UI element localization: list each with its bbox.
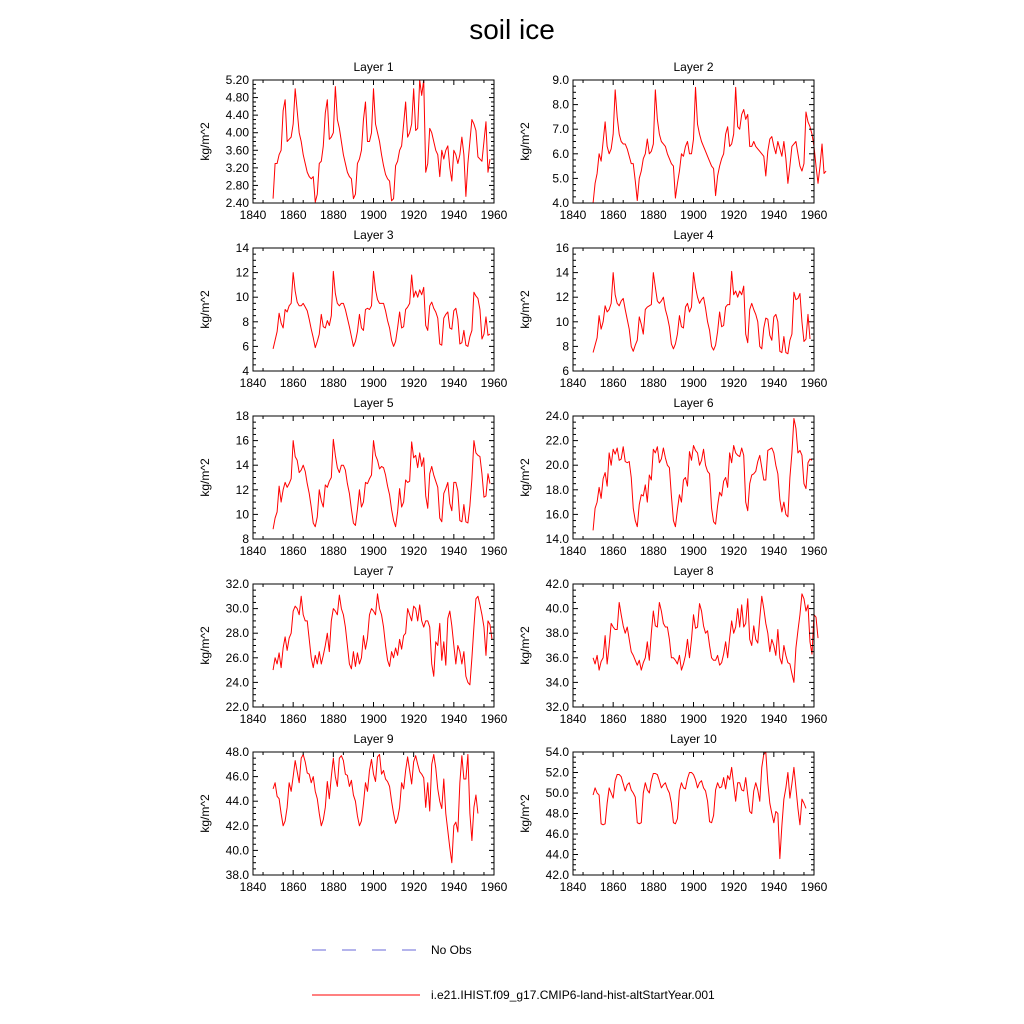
y-tick-label: 12 bbox=[235, 482, 249, 497]
y-tick-label: 4.00 bbox=[225, 125, 249, 140]
x-tick-label: 1940 bbox=[440, 208, 468, 222]
y-tick-label: 10 bbox=[555, 314, 569, 329]
y-tick-label: 46.0 bbox=[225, 769, 249, 784]
x-tick-label: 1880 bbox=[639, 376, 667, 390]
x-tick-label: 1940 bbox=[440, 712, 468, 726]
x-tick-label: 1920 bbox=[400, 712, 428, 726]
y-tick-label: 40.0 bbox=[225, 843, 249, 858]
panel-layer-9 bbox=[198, 732, 508, 894]
panel-layer-5 bbox=[198, 396, 508, 558]
y-tick-label: 24.0 bbox=[545, 409, 569, 423]
x-tick-label: 1940 bbox=[440, 376, 468, 390]
y-tick-label: 34.0 bbox=[545, 675, 569, 690]
y-tick-label: 48.0 bbox=[225, 745, 249, 759]
x-tick-label: 1920 bbox=[720, 544, 748, 558]
y-axis-label: kg/m^2 bbox=[518, 626, 532, 665]
y-tick-label: 32.0 bbox=[545, 700, 569, 714]
y-axis-label: kg/m^2 bbox=[518, 290, 532, 329]
x-tick-label: 1920 bbox=[400, 880, 428, 894]
x-tick-label: 1940 bbox=[440, 544, 468, 558]
x-tick-label: 1860 bbox=[279, 376, 307, 390]
plot-frame bbox=[253, 416, 494, 539]
y-tick-label: 22.0 bbox=[225, 700, 249, 714]
series-line-layer-3-0 bbox=[273, 271, 490, 348]
x-tick-label: 1860 bbox=[279, 544, 307, 558]
y-tick-label: 8 bbox=[242, 532, 249, 546]
y-tick-label: 20.0 bbox=[545, 458, 569, 473]
y-tick-label: 16 bbox=[555, 241, 569, 255]
panel-title: Layer 10 bbox=[670, 732, 717, 746]
figure-title: soil ice bbox=[469, 14, 555, 45]
series-line-layer-5-0 bbox=[273, 439, 490, 529]
x-tick-label: 1900 bbox=[360, 376, 387, 390]
series-line-layer-8-0 bbox=[593, 594, 818, 683]
y-tick-label: 5.0 bbox=[552, 171, 569, 186]
y-tick-label: 6 bbox=[242, 339, 249, 354]
x-tick-label: 1900 bbox=[360, 544, 387, 558]
y-tick-label: 16 bbox=[235, 433, 249, 448]
x-tick-label: 1860 bbox=[599, 880, 627, 894]
x-tick-label: 1840 bbox=[239, 376, 267, 390]
series-line-layer-7-0 bbox=[273, 594, 492, 685]
y-tick-label: 6.0 bbox=[552, 146, 569, 161]
x-tick-label: 1880 bbox=[639, 712, 667, 726]
y-tick-label: 48.0 bbox=[545, 806, 569, 821]
x-tick-label: 1920 bbox=[720, 376, 748, 390]
x-tick-label: 1960 bbox=[800, 208, 828, 222]
y-tick-label: 8 bbox=[242, 314, 249, 329]
y-axis-label: kg/m^2 bbox=[518, 122, 532, 161]
panel-title: Layer 6 bbox=[673, 396, 714, 410]
y-tick-label: 44.0 bbox=[225, 794, 249, 809]
y-axis-label: kg/m^2 bbox=[198, 794, 212, 833]
y-tick-label: 38.0 bbox=[545, 626, 569, 641]
x-tick-label: 1940 bbox=[760, 208, 788, 222]
x-tick-label: 1960 bbox=[480, 880, 508, 894]
x-tick-label: 1960 bbox=[480, 712, 508, 726]
y-axis-label: kg/m^2 bbox=[518, 794, 532, 833]
y-tick-label: 12 bbox=[235, 265, 249, 280]
series-line-layer-4-0 bbox=[593, 271, 810, 353]
y-tick-label: 24.0 bbox=[225, 675, 249, 690]
x-tick-label: 1900 bbox=[360, 208, 387, 222]
panel-title: Layer 5 bbox=[353, 396, 394, 410]
x-tick-label: 1920 bbox=[720, 880, 748, 894]
panel-title: Layer 2 bbox=[673, 60, 714, 74]
y-tick-label: 7.0 bbox=[552, 122, 569, 137]
panel-title: Layer 9 bbox=[353, 732, 394, 746]
x-tick-label: 1860 bbox=[599, 544, 627, 558]
y-axis-label: kg/m^2 bbox=[198, 458, 212, 497]
y-tick-label: 38.0 bbox=[225, 868, 249, 882]
y-tick-label: 2.40 bbox=[225, 196, 249, 210]
y-tick-label: 12 bbox=[555, 290, 569, 305]
x-tick-label: 1900 bbox=[360, 880, 387, 894]
x-tick-label: 1920 bbox=[400, 208, 428, 222]
x-tick-label: 1960 bbox=[800, 544, 828, 558]
x-tick-label: 1900 bbox=[360, 712, 387, 726]
series-line-layer-6-0 bbox=[593, 418, 812, 530]
x-tick-label: 1960 bbox=[800, 712, 828, 726]
x-tick-label: 1860 bbox=[599, 376, 627, 390]
y-tick-label: 44.0 bbox=[545, 847, 569, 862]
y-tick-label: 18.0 bbox=[545, 482, 569, 497]
x-tick-label: 1900 bbox=[680, 712, 707, 726]
x-tick-label: 1880 bbox=[319, 376, 347, 390]
y-tick-label: 4 bbox=[242, 364, 249, 378]
x-tick-label: 1880 bbox=[319, 712, 347, 726]
y-tick-label: 42.0 bbox=[545, 868, 569, 882]
x-tick-label: 1880 bbox=[639, 544, 667, 558]
x-tick-label: 1860 bbox=[279, 208, 307, 222]
y-tick-label: 32.0 bbox=[225, 577, 249, 591]
panel-title: Layer 1 bbox=[353, 60, 394, 74]
x-tick-label: 1840 bbox=[559, 376, 587, 390]
x-tick-label: 1900 bbox=[680, 376, 707, 390]
x-tick-label: 1860 bbox=[599, 208, 627, 222]
x-tick-label: 1940 bbox=[760, 712, 788, 726]
panel-layer-2 bbox=[518, 60, 828, 222]
panel-layer-6 bbox=[518, 396, 828, 558]
y-tick-label: 46.0 bbox=[545, 827, 569, 841]
y-axis-label: kg/m^2 bbox=[518, 458, 532, 497]
x-tick-label: 1840 bbox=[239, 712, 267, 726]
x-tick-label: 1960 bbox=[800, 880, 828, 894]
y-axis-label: kg/m^2 bbox=[198, 290, 212, 329]
y-tick-label: 54.0 bbox=[545, 745, 569, 759]
x-tick-label: 1960 bbox=[480, 376, 508, 390]
panel-title: Layer 7 bbox=[353, 564, 394, 578]
x-tick-label: 1880 bbox=[319, 880, 347, 894]
x-tick-label: 1940 bbox=[760, 376, 788, 390]
panel-layer-7 bbox=[198, 564, 508, 726]
panel-title: Layer 8 bbox=[673, 564, 714, 578]
series-line-layer-2-0 bbox=[593, 87, 826, 203]
y-tick-label: 10 bbox=[235, 507, 249, 522]
y-tick-label: 36.0 bbox=[545, 650, 569, 665]
legend-model-label: i.e21.IHIST.f09_g17.CMIP6-land-hist-altStartYear.001 bbox=[431, 988, 715, 1002]
y-axis-label: kg/m^2 bbox=[198, 626, 212, 665]
panel-layer-10 bbox=[518, 732, 828, 894]
x-tick-label: 1920 bbox=[400, 376, 428, 390]
y-tick-label: 50.0 bbox=[545, 786, 569, 800]
y-tick-label: 4.40 bbox=[225, 108, 249, 123]
x-tick-label: 1840 bbox=[239, 544, 267, 558]
x-tick-label: 1880 bbox=[639, 880, 667, 894]
x-tick-label: 1960 bbox=[480, 544, 508, 558]
y-tick-label: 8 bbox=[562, 339, 569, 354]
y-tick-label: 3.20 bbox=[225, 160, 249, 175]
y-tick-label: 42.0 bbox=[225, 818, 249, 833]
plot-frame bbox=[253, 248, 494, 371]
y-tick-label: 3.60 bbox=[225, 143, 249, 158]
y-tick-label: 28.0 bbox=[225, 626, 249, 641]
y-tick-label: 18 bbox=[235, 409, 249, 423]
x-tick-label: 1840 bbox=[559, 880, 587, 894]
y-tick-label: 30.0 bbox=[225, 601, 249, 616]
y-tick-label: 4.0 bbox=[552, 196, 569, 210]
y-tick-label: 16.0 bbox=[545, 507, 569, 522]
y-tick-label: 6 bbox=[562, 364, 569, 378]
x-tick-label: 1920 bbox=[400, 544, 428, 558]
y-tick-label: 52.0 bbox=[545, 765, 569, 780]
y-tick-label: 2.80 bbox=[225, 178, 249, 193]
legend-model-line bbox=[312, 990, 422, 1000]
x-tick-label: 1940 bbox=[760, 880, 788, 894]
y-tick-label: 14.0 bbox=[545, 532, 569, 546]
y-tick-label: 42.0 bbox=[545, 577, 569, 591]
series-line-layer-10-0 bbox=[593, 752, 806, 859]
x-tick-label: 1940 bbox=[440, 880, 468, 894]
y-axis-label: kg/m^2 bbox=[198, 122, 212, 161]
legend-obs-label: No Obs bbox=[431, 943, 472, 957]
y-tick-label: 8.0 bbox=[552, 97, 569, 112]
panel-layer-1 bbox=[198, 60, 508, 222]
y-tick-label: 22.0 bbox=[545, 433, 569, 448]
x-tick-label: 1920 bbox=[720, 712, 748, 726]
y-tick-label: 40.0 bbox=[545, 601, 569, 616]
x-tick-label: 1840 bbox=[239, 880, 267, 894]
y-tick-label: 10 bbox=[235, 290, 249, 305]
y-tick-label: 4.80 bbox=[225, 90, 249, 105]
legend-obs-line bbox=[312, 945, 422, 955]
x-tick-label: 1840 bbox=[559, 208, 587, 222]
x-tick-label: 1960 bbox=[800, 376, 828, 390]
panel-layer-4 bbox=[518, 228, 828, 390]
x-tick-label: 1940 bbox=[760, 544, 788, 558]
x-tick-label: 1880 bbox=[639, 208, 667, 222]
y-tick-label: 9.0 bbox=[552, 73, 569, 87]
panel-layer-8 bbox=[518, 564, 828, 726]
x-tick-label: 1840 bbox=[239, 208, 267, 222]
x-tick-label: 1860 bbox=[279, 712, 307, 726]
y-tick-label: 14 bbox=[235, 241, 249, 255]
x-tick-label: 1860 bbox=[279, 880, 307, 894]
series-line-layer-1-0 bbox=[273, 80, 490, 202]
panel-layer-3 bbox=[198, 228, 508, 390]
series-line-layer-9-0 bbox=[273, 754, 478, 862]
y-tick-label: 5.20 bbox=[225, 73, 249, 87]
panel-title: Layer 4 bbox=[673, 228, 714, 242]
x-tick-label: 1920 bbox=[720, 208, 748, 222]
x-tick-label: 1900 bbox=[680, 544, 707, 558]
x-tick-label: 1880 bbox=[319, 544, 347, 558]
x-tick-label: 1900 bbox=[680, 208, 707, 222]
x-tick-label: 1860 bbox=[599, 712, 627, 726]
x-tick-label: 1840 bbox=[559, 712, 587, 726]
y-tick-label: 26.0 bbox=[225, 650, 249, 665]
x-tick-label: 1840 bbox=[559, 544, 587, 558]
x-tick-label: 1960 bbox=[480, 208, 508, 222]
x-tick-label: 1900 bbox=[680, 880, 707, 894]
x-tick-label: 1880 bbox=[319, 208, 347, 222]
y-tick-label: 14 bbox=[555, 265, 569, 280]
panel-title: Layer 3 bbox=[353, 228, 394, 242]
y-tick-label: 14 bbox=[235, 458, 249, 473]
